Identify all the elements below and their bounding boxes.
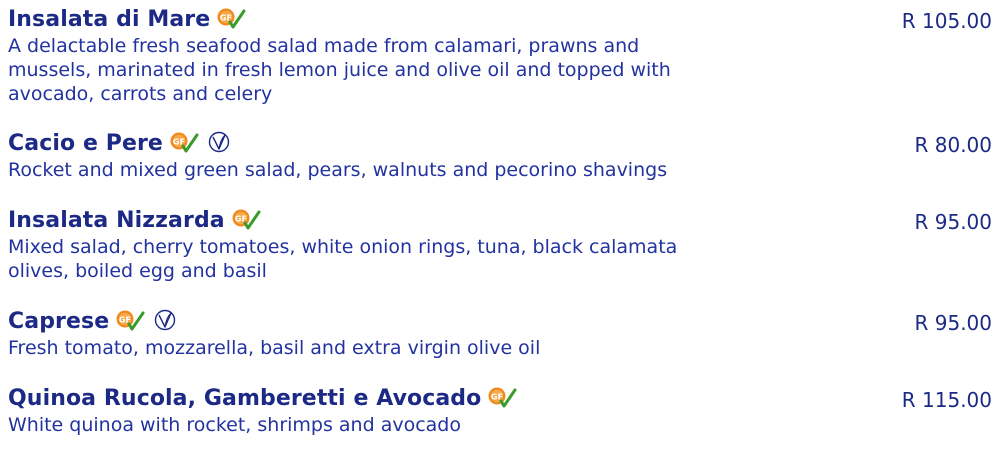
svg-text:GF: GF	[172, 137, 186, 147]
menu-item-header	[8, 379, 998, 413]
menu-item-insalata-nizzarda	[8, 201, 998, 302]
dietary-icons	[216, 7, 246, 29]
menu-item-description	[8, 413, 998, 437]
menu-item-price: R 105.00	[901, 9, 992, 33]
description-line: Fresh tomato, mozzarella, basil and extra virgin olive oil	[8, 337, 541, 359]
menu-item-price: R 95.00	[914, 210, 992, 234]
svg-text:GF: GF	[491, 392, 504, 402]
menu-item-insalata-di-mare	[8, 0, 998, 124]
description-line: mussels, marinated in fresh lemon juice and olive oil and topped with	[8, 59, 671, 81]
menu-item-title	[8, 386, 517, 411]
menu-item-header	[8, 201, 998, 235]
menu-item-header	[8, 124, 998, 158]
menu-item-name: Insalata Nizzarda	[8, 208, 225, 233]
vegetarian-icon	[207, 131, 233, 155]
menu-item-quinoa-rucola	[8, 379, 998, 439]
description-line: avocado, carrots and celery	[8, 83, 273, 105]
gluten-free-icon	[169, 131, 199, 155]
menu-item-description	[8, 336, 998, 360]
menu-item-price: R 80.00	[914, 133, 992, 157]
svg-text:GF: GF	[220, 13, 233, 23]
menu-item-description	[8, 158, 998, 182]
dietary-icons	[487, 386, 517, 408]
salad-menu	[8, 0, 998, 439]
gluten-free-icon	[216, 7, 246, 31]
description-line: Mixed salad, cherry tomatoes, white onion rings, tuna, black calamata	[8, 236, 678, 258]
description-line: A delactable fresh seafood salad made from calamari, prawns and	[8, 35, 640, 57]
menu-item-price: R 115.00	[901, 388, 992, 412]
menu-item-name: Cacio e Pere	[8, 131, 163, 156]
dietary-icons	[169, 131, 233, 153]
menu-item-description	[8, 34, 998, 106]
description-line: Rocket and mixed green salad, pears, walnuts and pecorino shavings	[8, 159, 668, 181]
svg-text:GF: GF	[119, 315, 132, 325]
svg-text:GF: GF	[234, 214, 247, 224]
menu-item-cacio-e-pere	[8, 124, 998, 201]
menu-item-title	[8, 7, 246, 32]
vegetarian-icon	[153, 309, 179, 333]
menu-item-price: R 95.00	[914, 311, 992, 335]
menu-item-name: Insalata di Mare	[8, 7, 211, 32]
description-line: olives, boiled egg and basil	[8, 260, 267, 282]
menu-item-title	[8, 309, 179, 334]
gluten-free-icon	[231, 208, 261, 232]
menu-item-header	[8, 302, 998, 336]
menu-item-description	[8, 235, 998, 283]
description-line: White quinoa with rocket, shrimps and avocado	[8, 414, 461, 436]
menu-item-caprese	[8, 302, 998, 379]
dietary-icons	[231, 208, 261, 230]
gluten-free-icon	[115, 309, 145, 333]
menu-item-name: Quinoa Rucola, Gamberetti e Avocado	[8, 386, 482, 411]
dietary-icons	[115, 309, 179, 331]
gluten-free-icon	[487, 386, 517, 410]
menu-item-title	[8, 131, 233, 156]
menu-item-header	[8, 0, 998, 34]
menu-item-title	[8, 208, 261, 233]
menu-item-name: Caprese	[8, 309, 110, 334]
